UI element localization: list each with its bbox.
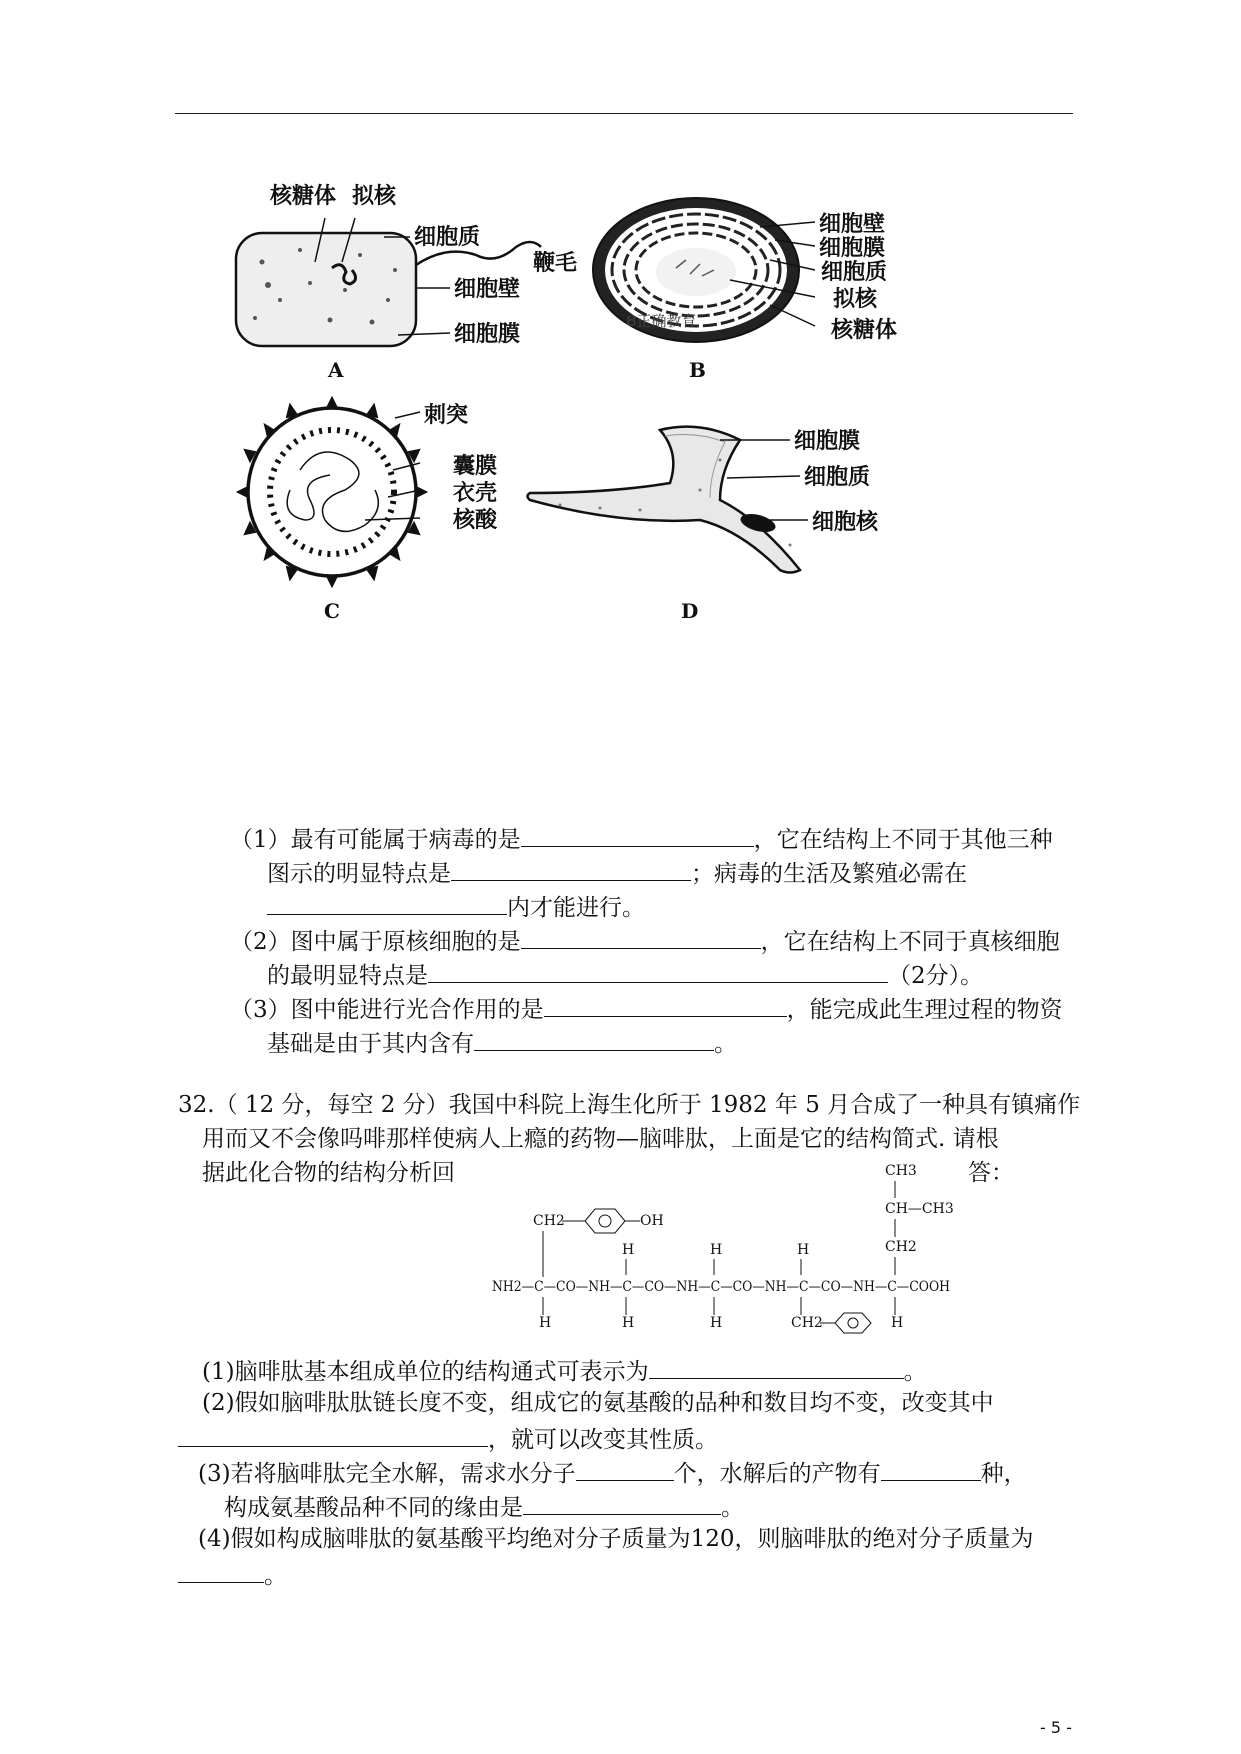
label-d-nucleus: 细胞核 xyxy=(812,510,879,535)
chem-h-3: H xyxy=(797,1242,810,1258)
chem-h-2: H xyxy=(710,1242,723,1258)
q32-intro-2: 用而又不会像吗啡那样使病人上瘾的药物—脑啡肽，上面是它的结构简式. 请根 xyxy=(202,1126,999,1152)
figure-a xyxy=(236,183,577,382)
chem-ch2-right: CH2 xyxy=(885,1239,917,1255)
q31-line-6: （3）图中能进行光合作用的是 ，能完成此生理过程的物资 xyxy=(230,990,1063,1027)
figure-b xyxy=(593,198,897,382)
watermark: Ȣ正确教育 xyxy=(626,312,697,330)
blank-change-sequence[interactable] xyxy=(178,1420,488,1447)
q32-sub-3: (3)若将脑啡肽完全水解，需求水分子 个，水解后的产物有 种， xyxy=(198,1454,1027,1491)
q31-line-7: 基础是由于其内含有 。 xyxy=(267,1024,737,1061)
label-b-cell-membrane: 细胞膜 xyxy=(819,236,886,261)
label-a-flagellum: 鞭毛 xyxy=(533,251,578,276)
blank-virus-host[interactable] xyxy=(267,888,507,915)
label-b-nucleoid: 拟核 xyxy=(833,287,878,312)
figure-d xyxy=(528,427,880,623)
blank-r-group[interactable] xyxy=(523,1488,721,1515)
q32-intro-3b: 答： xyxy=(968,1160,1014,1186)
blank-prokaryote[interactable] xyxy=(521,922,761,949)
blank-prokaryote-feature[interactable] xyxy=(428,956,888,983)
label-c-nucleic-acid: 核酸 xyxy=(453,508,498,533)
blank-molecular-mass[interactable] xyxy=(178,1556,264,1583)
q31-line-4: （2）图中属于原核细胞的是 ，它在结构上不同于真核细胞 xyxy=(230,922,1060,959)
page-number: - 5 - xyxy=(1040,1718,1072,1737)
blank-virus[interactable] xyxy=(521,820,754,847)
blank-water-count[interactable] xyxy=(576,1454,674,1481)
q32-sub-2: (2)假如脑啡肽肽链长度不变，组成它的氨基酸的品种和数目均不变，改变其中 xyxy=(202,1390,994,1416)
q32-sub-3b: 构成氨基酸品种不同的缘由是 。 xyxy=(224,1488,744,1525)
label-c-spike: 刺突 xyxy=(424,403,469,428)
enkephalin-structure xyxy=(480,1125,960,1340)
label-a-cell-wall: 细胞壁 xyxy=(454,277,521,302)
label-d-cytoplasm: 细胞质 xyxy=(804,465,871,490)
chem-ch2-left: CH2 xyxy=(533,1213,565,1229)
label-d-cell-membrane: 细胞膜 xyxy=(794,429,861,454)
label-c-envelope: 囊膜 xyxy=(453,454,498,479)
q32-sub-4: (4)假如构成脑啡肽的氨基酸平均绝对分子质量为120，则脑啡肽的绝对分子质量为 xyxy=(198,1526,1034,1552)
blank-photosynthesis[interactable] xyxy=(544,990,787,1017)
q31-line-5: 的最明显特点是 （2分）。 xyxy=(267,956,983,993)
chem-oh: OH xyxy=(640,1213,664,1229)
caption-a: A xyxy=(328,358,344,382)
chem-h-bottom-2: H xyxy=(622,1315,635,1331)
chem-ch-ch3: CH—CH3 xyxy=(885,1201,954,1217)
chem-h-bottom-3: H xyxy=(710,1315,723,1331)
chem-h-bottom-1: H xyxy=(539,1315,552,1331)
cell-figure xyxy=(0,0,1241,700)
q31-line-1: （1）最有可能属于病毒的是 ，它在结构上不同于其他三种 xyxy=(230,820,1053,857)
label-a-ribosome: 核糖体 xyxy=(270,184,337,209)
chem-ch2-bottom: CH2 xyxy=(791,1315,823,1331)
label-b-ribosome: 核糖体 xyxy=(831,318,898,343)
q32-sub-2b: ，就可以改变其性质。 xyxy=(178,1420,718,1457)
chem-main-chain: NH2—C—CO—NH—C—CO—NH—C—CO—NH—C—CO—NH—C—COOH xyxy=(492,1279,950,1295)
blank-product-kinds[interactable] xyxy=(881,1454,981,1481)
blank-general-formula[interactable] xyxy=(649,1352,904,1379)
label-c-capsid: 衣壳 xyxy=(453,481,498,506)
q32-sub-1: (1)脑啡肽基本组成单位的结构通式可表示为 。 xyxy=(202,1352,927,1389)
label-a-nucleoid: 拟核 xyxy=(352,184,397,209)
figure-c xyxy=(238,398,498,623)
q32-intro-3a: 据此化合物的结构分析回 xyxy=(202,1160,455,1186)
chem-h-bottom-4: H xyxy=(891,1315,904,1331)
chem-ch3-top: CH3 xyxy=(885,1163,917,1179)
blank-pigment[interactable] xyxy=(474,1024,714,1051)
caption-c: C xyxy=(324,599,340,623)
caption-b: B xyxy=(689,358,706,382)
q32-sub-4b: 。 xyxy=(178,1556,287,1593)
blank-virus-feature[interactable] xyxy=(451,854,691,881)
chem-h-1: H xyxy=(622,1242,635,1258)
q31-line-2: 图示的明显特点是 ；病毒的生活及繁殖必需在 xyxy=(267,854,967,891)
label-b-cell-wall: 细胞壁 xyxy=(819,212,886,237)
caption-d: D xyxy=(681,599,699,623)
q31-line-3: 内才能进行。 xyxy=(267,888,645,925)
label-a-cytoplasm: 细胞质 xyxy=(414,225,481,250)
q32-intro-1: 32.（ 12 分，每空 2 分）我国中科院上海生化所于 1982 年 5 月合成了一种具有镇痛作 xyxy=(178,1092,1081,1118)
label-b-cytoplasm: 细胞质 xyxy=(821,260,888,285)
label-a-cell-membrane: 细胞膜 xyxy=(454,322,521,347)
